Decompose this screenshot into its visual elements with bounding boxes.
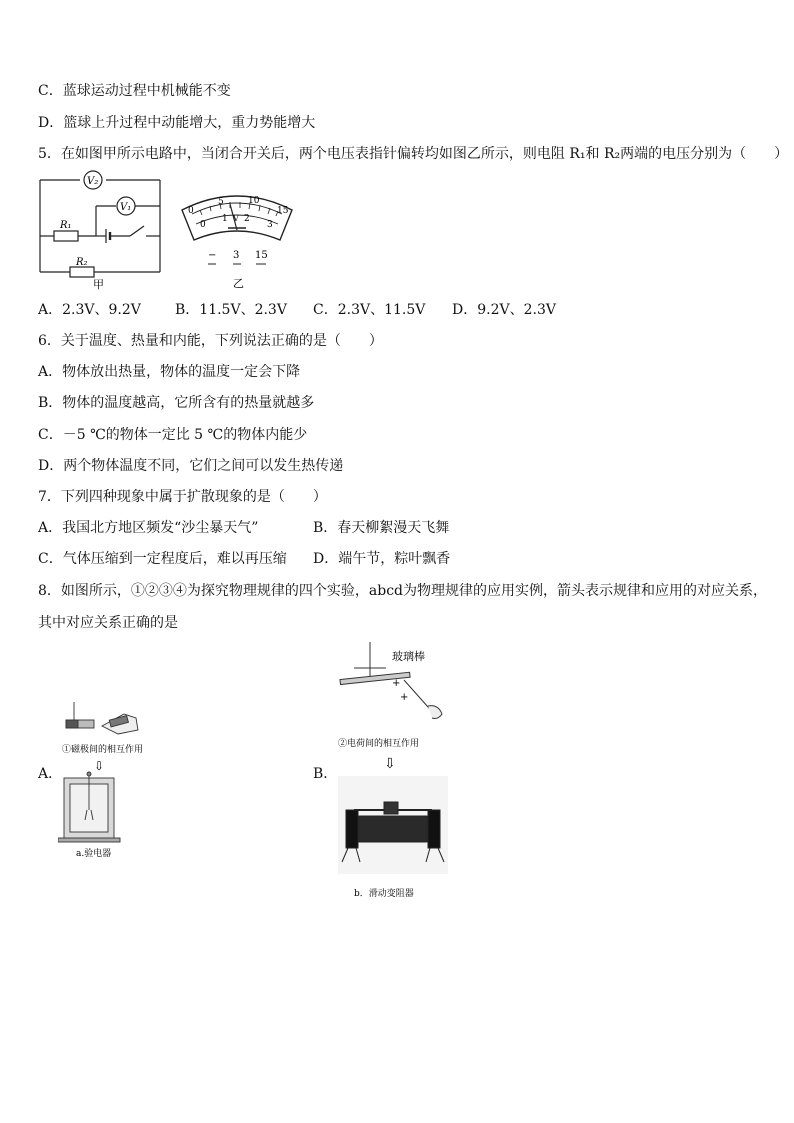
terminal-negative: − [208, 250, 217, 261]
q7-option-a: A．我国北方地区频发“沙尘暴天气” [38, 520, 259, 536]
q6-option-c: C．－5 ℃的物体一定比 5 ℃的物体内能少 [38, 427, 308, 443]
scale-top-5: 5 [218, 197, 224, 207]
glass-rod-label: 玻璃棒 [392, 650, 425, 663]
q7-option-b: B．春天柳絮漫天飞舞 [313, 520, 450, 536]
q4-option-d: D．篮球上升过程中动能增大，重力势能增大 [38, 115, 316, 131]
q8-option-a-figure [58, 700, 148, 860]
charge-caption: ②电荷间的相互作用 [338, 739, 420, 749]
q8-option-b-figure [334, 640, 452, 902]
q6-option-d: D．两个物体温度不同，它们之间可以发生热传递 [38, 458, 344, 474]
scale-bottom-3: 3 [267, 220, 273, 230]
q8-stem-line-2: 其中对应关系正确的是 [38, 615, 178, 631]
svg-text:+: + [400, 692, 409, 703]
rheostat-caption: b．滑动变阻器 [354, 889, 414, 899]
q5-voltmeter-dial [178, 188, 296, 290]
meter-unit: V [233, 214, 239, 223]
electroscope-caption: a.验电器 [76, 849, 112, 859]
circuit-caption: 甲 [93, 278, 104, 290]
q8-option-b-label: B． [313, 766, 338, 782]
option-a-arrow: ⇩ [94, 759, 105, 773]
scale-bottom-1: 1 [222, 214, 228, 224]
terminal-15: 15 [255, 250, 268, 261]
scale-bottom-0: 0 [200, 220, 206, 230]
terminal-3: 3 [233, 250, 240, 261]
q8-stem-line-1: 8．如图所示，①②③④为探究物理规律的四个实验，abcd为物理规律的应用实例，箭头表示规律和应用的对应关系， [38, 583, 768, 599]
q7-option-d: D．端午节，粽叶飘香 [313, 551, 451, 567]
v1-label: V₁ [120, 202, 132, 213]
q5-circuit-diagram [36, 168, 166, 290]
q7-stem: 7．下列四种现象中属于扩散现象的是（ ） [38, 489, 327, 505]
magnet-caption: ①磁极间的相互作用 [62, 745, 144, 755]
q5-option-a: A．2.3V、9.2V [38, 302, 141, 318]
scale-top-10: 10 [248, 196, 260, 206]
option-b-arrow: ⇩ [384, 756, 396, 772]
q5-stem: 5．在如图甲所示电路中，当闭合开关后，两个电压表指针偏转均如图乙所示，则电阻 R₁和 R₂两端的电压分别为（ ） [38, 146, 789, 162]
q5-option-c: C．2.3V、11.5V [313, 302, 426, 318]
q7-option-c: C．气体压缩到一定程度后，难以再压缩 [38, 551, 287, 567]
meter-caption: 乙 [233, 277, 244, 290]
q6-option-b: B．物体的温度越高，它所含有的热量就越多 [38, 395, 315, 411]
q5-option-b: B．11.5V、2.3V [175, 302, 287, 318]
v2-label: V₂ [87, 176, 99, 187]
r1-label: R₁ [60, 220, 72, 231]
q5-option-d: D．9.2V、2.3V [452, 302, 556, 318]
q6-option-a: A．物体放出热量，物体的温度一定会下降 [38, 364, 301, 380]
q4-option-c: C．蓝球运动过程中机械能不变 [38, 83, 231, 99]
r2-label: R₂ [76, 257, 88, 268]
scale-bottom-2: 2 [244, 214, 250, 224]
scale-top-0: 0 [188, 206, 194, 216]
svg-text:+: + [392, 678, 401, 689]
q6-stem: 6．关于温度、热量和内能，下列说法正确的是（ ） [38, 333, 383, 349]
scale-top-15: 15 [277, 206, 289, 216]
q8-option-a-label: A． [38, 766, 63, 782]
